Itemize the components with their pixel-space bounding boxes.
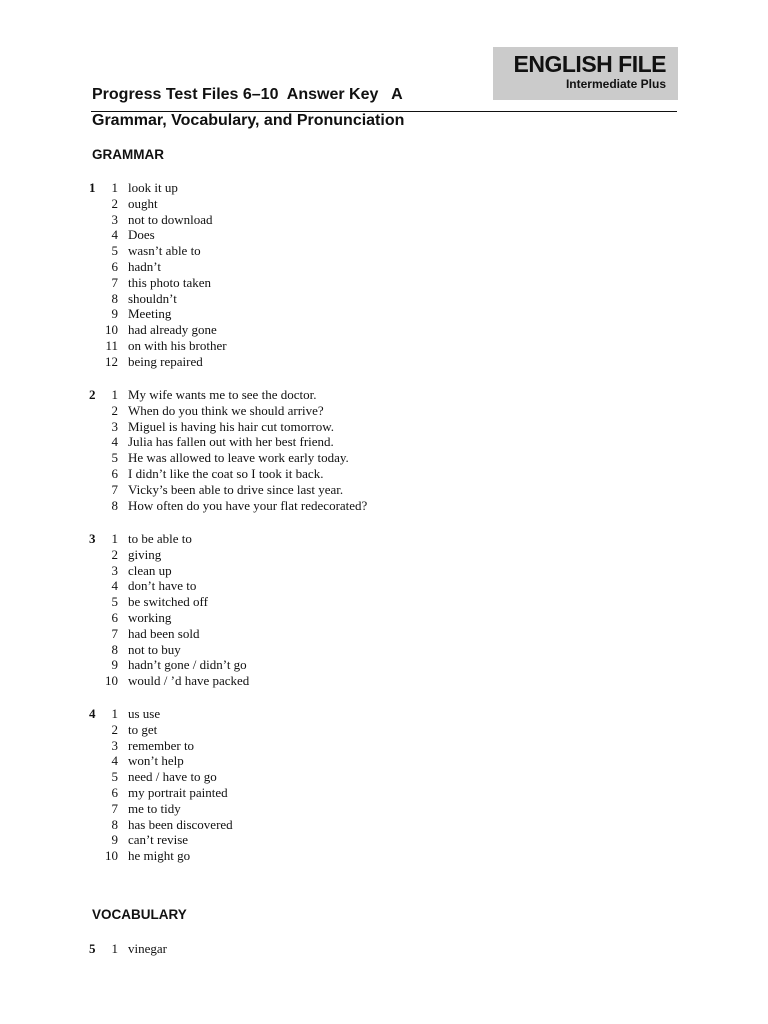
item-number: 6: [111, 785, 118, 800]
item-answer: to be able to: [128, 531, 192, 546]
item-number: 11: [105, 338, 118, 353]
item-answer: look it up: [128, 180, 178, 195]
answer-item: [0, 753, 700, 769]
answer-item: [0, 227, 700, 243]
item-number: 7: [111, 800, 118, 816]
answer-item: [0, 642, 700, 658]
answer-item: [0, 657, 700, 673]
item-number: 1: [111, 531, 118, 546]
item-answer: wasn’t able to: [128, 243, 201, 259]
answer-item: [0, 626, 700, 642]
item-answer: clean up: [128, 562, 172, 578]
exercise-number: 5: [89, 941, 96, 956]
answer-item: [0, 259, 700, 275]
item-answer: Julia has fallen out with her best friend.: [128, 434, 334, 450]
item-answer: not to buy: [128, 641, 181, 657]
item-answer: How often do you have your flat redecorated?: [128, 497, 368, 513]
answer-item: [0, 706, 700, 722]
item-number: 6: [111, 466, 118, 481]
item-number: 7: [111, 481, 118, 497]
item-number: 1: [111, 706, 118, 721]
item-answer: hadn’t: [128, 259, 161, 274]
item-number: 9: [111, 832, 118, 848]
answer-item: [0, 848, 700, 864]
answer-item: [0, 563, 700, 579]
item-answer: Vicky’s been able to drive since last year.: [128, 481, 344, 497]
answer-item: [0, 722, 700, 738]
item-number: 6: [111, 610, 118, 625]
item-number: 2: [111, 546, 118, 562]
item-answer: being repaired: [128, 353, 203, 369]
item-answer: has been discovered: [128, 816, 233, 832]
item-answer: hadn’t gone / didn’t go: [128, 657, 247, 673]
answer-item: [0, 322, 700, 338]
section-heading-grammar: GRAMMAR: [92, 147, 164, 162]
answer-item: [0, 832, 700, 848]
section-heading-vocabulary: VOCABULARY: [92, 907, 187, 922]
item-number: 3: [111, 562, 118, 578]
answer-item: [0, 498, 700, 514]
item-answer: be switched off: [128, 594, 208, 610]
item-answer: Does: [128, 227, 155, 243]
item-answer: can’t revise: [128, 832, 189, 848]
document-subtitle: Grammar, Vocabulary, and Pronunciation: [92, 112, 405, 129]
item-number: 5: [111, 450, 118, 466]
item-answer: vinegar: [128, 941, 167, 956]
exercise-number: 1: [89, 180, 96, 195]
item-number: 2: [111, 195, 118, 211]
item-answer: my portrait painted: [128, 785, 228, 800]
answer-item: [0, 594, 700, 610]
item-number: 3: [111, 737, 118, 753]
answer-item: [0, 801, 700, 817]
item-number: 4: [111, 578, 118, 594]
item-answer: working: [128, 610, 172, 625]
answer-item: [0, 196, 700, 212]
exercise-number: 2: [89, 387, 96, 402]
item-number: 4: [111, 434, 118, 450]
exercise-number: 3: [89, 531, 96, 546]
answer-item: [0, 291, 700, 307]
item-answer: shouldn’t: [128, 290, 177, 306]
answer-item: [0, 180, 700, 196]
item-answer: need / have to go: [128, 769, 217, 785]
answer-item: [0, 419, 700, 435]
answer-item: [0, 354, 700, 370]
answer-item: [0, 547, 700, 563]
item-answer: Miguel is having his hair cut tomorrow.: [128, 418, 335, 434]
item-answer: not to download: [128, 211, 213, 227]
answer-item: [0, 434, 700, 450]
answer-item: [0, 306, 700, 322]
answer-item: [0, 738, 700, 754]
item-number: 3: [111, 418, 118, 434]
answer-item: [0, 338, 700, 354]
answer-item: [0, 212, 700, 228]
item-number: 5: [111, 243, 118, 259]
item-answer: My wife wants me to see the doctor.: [128, 387, 317, 402]
answer-item: [0, 610, 700, 626]
item-number: 8: [111, 290, 118, 306]
item-answer: giving: [128, 546, 162, 562]
item-number: 4: [111, 753, 118, 769]
item-answer: Meeting: [128, 306, 172, 322]
item-answer: to get: [128, 721, 158, 737]
item-answer: he might go: [128, 848, 191, 864]
answer-item: [0, 450, 700, 466]
item-answer: me to tidy: [128, 800, 181, 816]
document-title: Progress Test Files 6–10 Answer Key A: [92, 86, 403, 103]
answer-item: [0, 275, 700, 291]
exercise-number: 4: [89, 706, 96, 721]
item-number: 1: [111, 387, 118, 402]
item-number: 2: [111, 721, 118, 737]
item-number: 1: [111, 180, 118, 195]
item-number: 3: [111, 211, 118, 227]
item-answer: won’t help: [128, 753, 184, 769]
english-file-logo: [493, 47, 678, 100]
item-number: 8: [111, 816, 118, 832]
answer-item: [0, 243, 700, 259]
item-answer: on with his brother: [128, 338, 227, 353]
answer-item: [0, 941, 700, 957]
item-answer: had already gone: [128, 322, 217, 338]
logo-subtitle: Intermediate Plus: [565, 77, 666, 91]
item-answer: I didn’t like the coat so I took it back.: [128, 466, 324, 481]
item-number: 9: [111, 657, 118, 673]
item-answer: had been sold: [128, 625, 200, 641]
item-answer: ought: [128, 195, 158, 211]
answer-item: [0, 531, 700, 547]
item-number: 7: [111, 274, 118, 290]
answer-item: [0, 817, 700, 833]
item-number: 10: [105, 848, 118, 864]
item-answer: He was allowed to leave work early today.: [128, 450, 349, 466]
item-number: 2: [111, 402, 118, 418]
item-number: 10: [105, 673, 118, 689]
item-answer: remember to: [128, 737, 195, 753]
item-number: 6: [111, 259, 118, 274]
item-answer: us use: [128, 706, 161, 721]
item-answer: would / ’d have packed: [128, 673, 250, 689]
logo-title: ENGLISH FILE: [513, 51, 666, 77]
item-answer: this photo taken: [128, 274, 212, 290]
item-number: 5: [111, 594, 118, 610]
item-answer: don’t have to: [128, 578, 197, 594]
item-number: 8: [111, 641, 118, 657]
item-number: 7: [111, 625, 118, 641]
answer-item: [0, 769, 700, 785]
item-answer: When do you think we should arrive?: [128, 402, 324, 418]
item-number: 9: [111, 306, 118, 322]
answer-item: [0, 578, 700, 594]
item-number: 5: [111, 769, 118, 785]
answer-item: [0, 387, 700, 403]
item-number: 8: [111, 497, 118, 513]
answer-item: [0, 403, 700, 419]
item-number: 1: [111, 941, 118, 956]
answer-item: [0, 482, 700, 498]
answer-item: [0, 466, 700, 482]
answer-item: [0, 673, 700, 689]
item-number: 10: [105, 322, 118, 338]
item-number: 12: [105, 353, 118, 369]
answer-item: [0, 785, 700, 801]
item-number: 4: [111, 227, 118, 243]
